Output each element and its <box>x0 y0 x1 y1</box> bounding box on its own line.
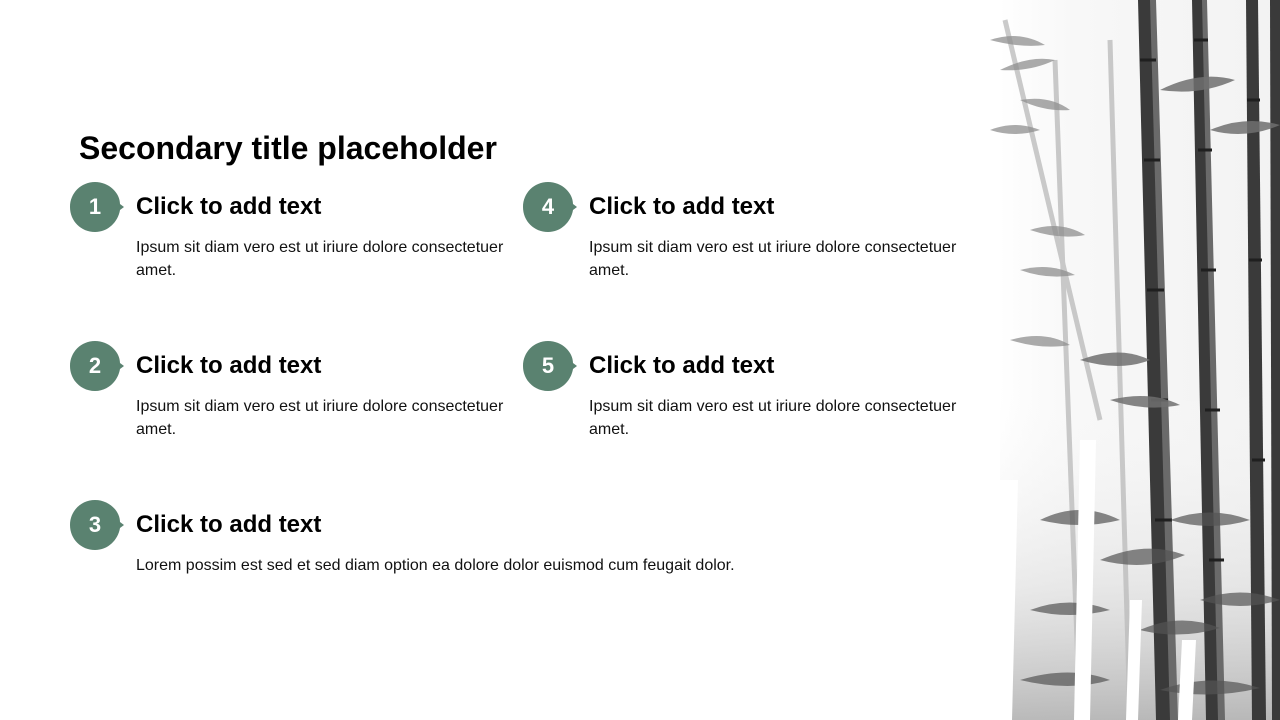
number-badge <box>523 341 575 391</box>
item-heading[interactable]: Click to add text <box>136 193 322 220</box>
number-badge <box>523 182 575 232</box>
item-heading[interactable]: Click to add text <box>136 511 322 538</box>
item-body[interactable]: Ipsum sit diam vero est ut iriure dolore consectetuer amet. <box>589 398 957 438</box>
badge-number: 3 <box>88 512 102 537</box>
slide-title[interactable]: Secondary title placeholder <box>79 130 497 166</box>
item-heading[interactable]: Click to add text <box>589 352 775 379</box>
badge-number: 5 <box>541 353 555 378</box>
item-body[interactable]: Lorem possim est sed et sed diam option ea dolore dolor euismod cum feugait dolor. <box>136 557 735 574</box>
number-badge <box>70 341 122 391</box>
item-heading[interactable]: Click to add text <box>589 193 775 220</box>
item-heading[interactable]: Click to add text <box>136 352 322 379</box>
item-body[interactable]: Ipsum sit diam vero est ut iriure dolore consectetuer amet. <box>589 239 957 279</box>
badge-number: 4 <box>541 194 555 219</box>
bamboo-illustration <box>960 0 1280 720</box>
item-body[interactable]: Ipsum sit diam vero est ut iriure dolore consectetuer amet. <box>136 398 504 438</box>
badge-number: 1 <box>88 194 102 219</box>
badge-number: 2 <box>88 353 102 378</box>
item-body[interactable]: Ipsum sit diam vero est ut iriure dolore consectetuer amet. <box>136 239 504 279</box>
number-badge <box>70 182 122 232</box>
number-badge <box>70 500 122 550</box>
